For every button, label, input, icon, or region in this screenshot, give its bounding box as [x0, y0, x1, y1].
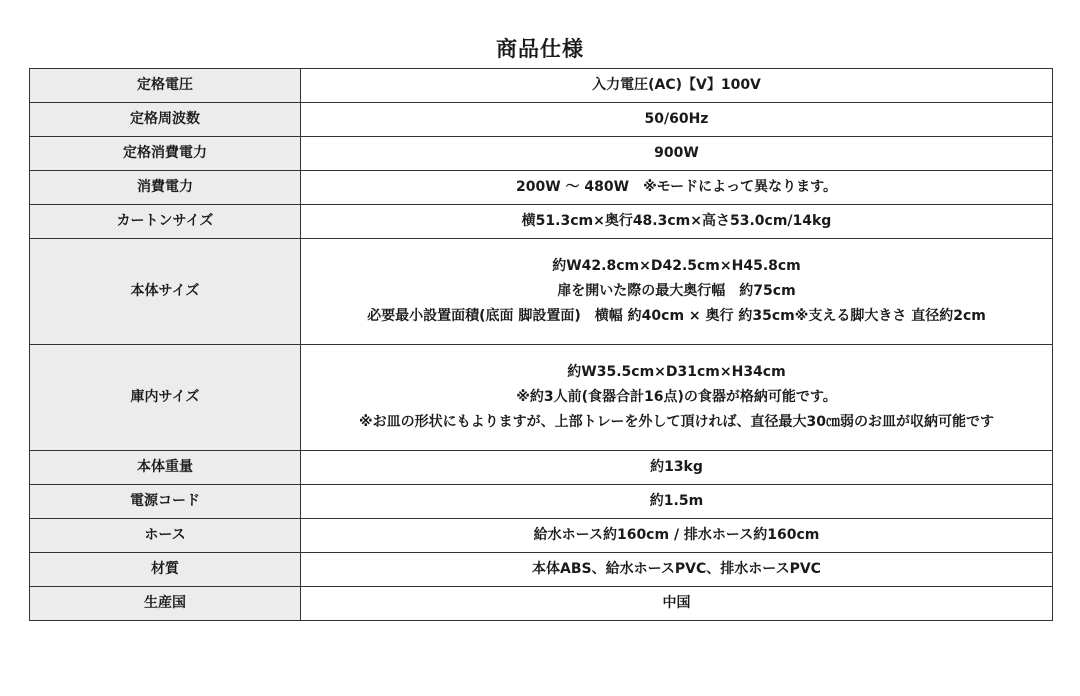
row-value [301, 69, 1053, 103]
value-line: 50/60Hz [644, 111, 709, 127]
value-line: 約13kg [650, 459, 703, 475]
row-value [301, 519, 1053, 553]
value-line: 扉を開いた際の最大奥行幅 約75cm [557, 283, 796, 299]
row-value [301, 345, 1053, 451]
spec-row-hose [30, 519, 1053, 553]
row-value [301, 451, 1053, 485]
row-label: 本体サイズ [30, 239, 301, 345]
value-line: 給水ホース約160cm / 排水ホース約160cm [533, 527, 820, 543]
spec-row-carton-size [30, 205, 1053, 239]
row-value [301, 239, 1053, 345]
row-label: 庫内サイズ [30, 345, 301, 451]
spec-row-power-cord [30, 485, 1053, 519]
spec-row-material [30, 553, 1053, 587]
row-label: 定格周波数 [30, 103, 301, 137]
value-line: 本体ABS、給水ホースPVC、排水ホースPVC [532, 561, 821, 577]
row-value [301, 137, 1053, 171]
value-line: 約W35.5cm×D31cm×H34cm [567, 364, 786, 380]
row-label: 電源コード [30, 485, 301, 519]
row-label: 定格消費電力 [30, 137, 301, 171]
value-line: 横51.3cm×奥行48.3cm×高さ53.0cm/14kg [521, 213, 832, 229]
value-line: 900W [654, 145, 699, 161]
spec-row-country-of-origin [30, 587, 1053, 621]
value-line: 中国 [662, 595, 691, 611]
spec-row-rated-voltage [30, 69, 1053, 103]
value-line: 約W42.8cm×D42.5cm×H45.8cm [552, 258, 801, 274]
spec-table [29, 68, 1053, 621]
spec-row-rated-frequency [30, 103, 1053, 137]
value-line: 200W ～ 480W ※モードによって異なります。 [515, 179, 837, 195]
row-label: 消費電力 [30, 171, 301, 205]
value-line: 約1.5m [649, 493, 704, 509]
value-line: 必要最小設置面積(底面 脚設置面) 横幅 約40cm × 奥行 約35cm※支える脚大きさ 直径約2cm [367, 308, 986, 324]
row-label: 材質 [30, 553, 301, 587]
row-value [301, 485, 1053, 519]
spec-row-power-consumption [30, 171, 1053, 205]
spec-row-interior-size [30, 345, 1053, 451]
spec-row-body-size [30, 239, 1053, 345]
row-label: カートンサイズ [30, 205, 301, 239]
row-value [301, 587, 1053, 621]
value-line: ※お皿の形状にもよりますが、上部トレーを外して頂ければ、直径最大30㎝弱のお皿が収納可能です [358, 414, 995, 430]
row-label: ホース [30, 519, 301, 553]
row-value [301, 103, 1053, 137]
row-label: 本体重量 [30, 451, 301, 485]
spec-row-rated-power [30, 137, 1053, 171]
value-line: 入力電圧(AC)【V】100V [592, 77, 761, 93]
row-value [301, 553, 1053, 587]
spec-row-body-weight [30, 451, 1053, 485]
row-value [301, 205, 1053, 239]
value-line: ※約3人前(食器合計16点)の食器が格納可能です。 [516, 389, 837, 405]
page-title: 商品仕様 [496, 37, 584, 61]
row-label: 定格電圧 [30, 69, 301, 103]
row-value [301, 171, 1053, 205]
row-label: 生産国 [30, 587, 301, 621]
